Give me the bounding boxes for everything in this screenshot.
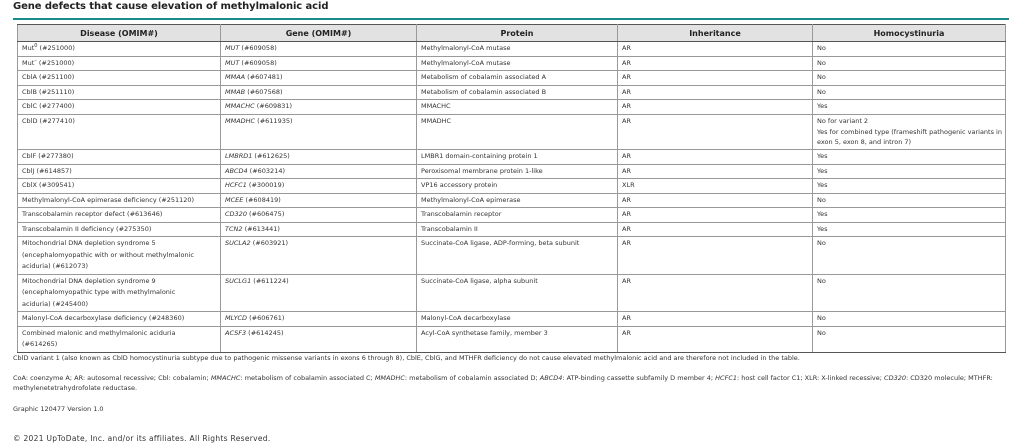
abbrev-text: : metabolism of cobalamin associated D; xyxy=(404,374,540,382)
homocystinuria-value: No xyxy=(817,239,826,247)
gene-cell xyxy=(221,71,417,86)
homocystinuria-value: Yes for combined type (frameshift pathogenic variants in exon 5, exon 8, and intron 7) xyxy=(817,128,1002,146)
gene-cell xyxy=(221,56,417,71)
inheritance-cell xyxy=(618,237,813,275)
homocystinuria-cell xyxy=(813,150,1006,165)
gene-cell xyxy=(221,208,417,223)
protein-cell xyxy=(417,71,618,86)
inheritance-value: AR xyxy=(622,44,631,52)
table-row xyxy=(18,312,1006,327)
gene-omim: (#300019) xyxy=(246,181,285,189)
inheritance-cell xyxy=(618,150,813,165)
header-gene: Gene (OMIM#) xyxy=(221,25,417,42)
inheritance-cell xyxy=(618,71,813,86)
inheritance-cell xyxy=(618,274,813,312)
gene-cell xyxy=(221,100,417,115)
homocystinuria-value: No xyxy=(817,276,826,285)
homocystinuria-value: Yes xyxy=(817,210,828,218)
gene-omim: (#609831) xyxy=(254,102,293,110)
table-row xyxy=(18,100,1006,115)
disease-cell xyxy=(18,85,221,100)
inheritance-cell xyxy=(618,56,813,71)
inheritance-value: AR xyxy=(622,276,631,285)
inheritance-value: AR xyxy=(622,166,631,175)
disease-name: Mut xyxy=(22,58,35,67)
gene-cell xyxy=(221,42,417,57)
gene-symbol: MMADHC xyxy=(225,116,256,125)
gene-omim: (#606761) xyxy=(247,314,285,322)
gene-cell xyxy=(221,150,417,165)
protein-name: MMACHC xyxy=(421,102,451,110)
gene-symbol: HCFC1 xyxy=(225,181,247,189)
protein-name: Succinate-CoA ligase, ADP-forming, beta subunit xyxy=(421,239,580,247)
gene-omim: (#607568) xyxy=(245,87,283,96)
disease-omim: (#251000) xyxy=(37,44,75,52)
disease-omim: (#251000) xyxy=(36,58,75,67)
gene-symbol: MMAA xyxy=(225,73,246,81)
homocystinuria-cell xyxy=(813,114,1006,150)
disease-text: aciduria) (#245400) xyxy=(22,299,89,308)
homocystinuria-cell xyxy=(813,56,1006,71)
copyright: © 2021 UpToDate, Inc. and/or its affiliates. All Rights Reserved. xyxy=(13,434,271,443)
inheritance-value: AR xyxy=(622,73,631,81)
table-row xyxy=(18,326,1006,352)
protein-name: Transcobalamin receptor xyxy=(421,210,502,218)
protein-cell xyxy=(417,222,618,237)
protein-name: MMADHC xyxy=(421,116,452,125)
protein-name: Malonyl-CoA decarboxylase xyxy=(421,314,511,322)
table-row xyxy=(18,71,1006,86)
protein-name: Transcobalamin II xyxy=(421,224,478,233)
inheritance-value: AR xyxy=(622,87,631,96)
homocystinuria-value: No xyxy=(817,44,826,52)
disease-cell xyxy=(18,71,221,86)
gene-cell xyxy=(221,274,417,312)
gene-omim: (#603214) xyxy=(247,166,285,175)
gene-symbol: MUT xyxy=(225,44,240,52)
homocystinuria-cell xyxy=(813,312,1006,327)
disease-cell xyxy=(18,222,221,237)
protein-name: LMBR1 domain-containing protein 1 xyxy=(421,152,538,160)
protein-cell xyxy=(417,193,618,208)
abbrev-text: : host cell factor C1; XLR: X-linked recessive; xyxy=(737,374,885,382)
gene-symbol: MMAB xyxy=(225,87,246,96)
gene-cell xyxy=(221,222,417,237)
gene-symbol: MMACHC xyxy=(225,102,255,110)
protein-cell xyxy=(417,114,618,150)
protein-cell xyxy=(417,179,618,194)
inheritance-value: AR xyxy=(622,195,631,204)
disease-text: Mitochondrial DNA depletion syndrome 9 xyxy=(22,276,156,285)
gene-cell xyxy=(221,85,417,100)
inheritance-cell xyxy=(618,179,813,194)
disease-cell xyxy=(18,208,221,223)
homocystinuria-value: Yes xyxy=(817,181,828,189)
protein-name: Acyl-CoA synthetase family, member 3 xyxy=(421,328,548,337)
disease-cell xyxy=(18,179,221,194)
gene-cell xyxy=(221,326,417,352)
disease-cell xyxy=(18,193,221,208)
table-row xyxy=(18,237,1006,275)
table-row xyxy=(18,85,1006,100)
homocystinuria-cell xyxy=(813,179,1006,194)
disease-superscript: – xyxy=(34,57,37,64)
table-row xyxy=(18,56,1006,71)
inheritance-cell xyxy=(618,222,813,237)
protein-name: Succinate-CoA ligase, alpha subunit xyxy=(421,276,538,285)
gene-symbol: LMBRD1 xyxy=(225,152,253,160)
homocystinuria-value: No for variant 2 xyxy=(817,116,869,125)
protein-name: Methylmalonyl-CoA epimerase xyxy=(421,195,521,204)
protein-cell xyxy=(417,100,618,115)
gene-omim: (#608419) xyxy=(243,195,281,204)
inheritance-value: AR xyxy=(622,152,631,160)
protein-cell xyxy=(417,85,618,100)
gene-defects-table xyxy=(17,24,1006,353)
disease-text: Combined malonic and methylmalonic aciduria xyxy=(22,328,176,337)
gene-omim: (#609058) xyxy=(239,44,277,52)
table-row xyxy=(18,193,1006,208)
homocystinuria-cell xyxy=(813,164,1006,179)
gene-cell xyxy=(221,193,417,208)
table-row xyxy=(18,114,1006,150)
homocystinuria-cell xyxy=(813,85,1006,100)
disease-cell xyxy=(18,56,221,71)
abbrev-gene: MMADHC xyxy=(374,374,405,382)
disease-text: CblX (#309541) xyxy=(22,181,75,189)
homocystinuria-cell xyxy=(813,274,1006,312)
homocystinuria-cell xyxy=(813,193,1006,208)
homocystinuria-cell xyxy=(813,71,1006,86)
protein-cell xyxy=(417,56,618,71)
protein-cell xyxy=(417,164,618,179)
gene-symbol: SUCLA2 xyxy=(225,239,251,247)
footnote: CblD variant 1 (also known as CblD homocystinuria subtype due to pathogenic missense variants in exons 6 through 8), CblE, CblG, and MTHFR deficiency do not cause elevated methylmalonic acid and are therefore not included in the table. xyxy=(13,354,800,362)
homocystinuria-value: Yes xyxy=(817,102,828,110)
header-protein: Protein xyxy=(417,25,618,42)
gene-omim: (#606475) xyxy=(246,210,285,218)
disease-text: (encephalomyopathic type with methylmalonic xyxy=(22,288,176,296)
protein-name: Metabolism of cobalamin associated A xyxy=(421,73,547,81)
inheritance-cell xyxy=(618,114,813,150)
disease-text: Transcobalamin II deficiency (#275350) xyxy=(22,224,152,233)
inheritance-cell xyxy=(618,164,813,179)
homocystinuria-cell xyxy=(813,222,1006,237)
homocystinuria-value: No xyxy=(817,328,826,337)
disease-cell xyxy=(18,114,221,150)
protein-name: VP16 accessory protein xyxy=(421,181,498,189)
protein-cell xyxy=(417,42,618,57)
abbreviations xyxy=(13,373,1013,393)
homocystinuria-cell xyxy=(813,42,1006,57)
graphic-label: Graphic 120477 Version 1.0 xyxy=(13,405,104,413)
title-divider xyxy=(13,18,1009,20)
protein-cell xyxy=(417,274,618,312)
table-row xyxy=(18,164,1006,179)
disease-text: CblD (#277410) xyxy=(22,116,75,125)
gene-cell xyxy=(221,312,417,327)
homocystinuria-value: No xyxy=(817,87,826,96)
gene-symbol: MUT xyxy=(225,58,240,67)
homocystinuria-value: Yes xyxy=(817,152,828,160)
inheritance-value: AR xyxy=(622,58,631,67)
homocystinuria-cell xyxy=(813,326,1006,352)
gene-symbol: ACSF3 xyxy=(225,328,247,337)
gene-cell xyxy=(221,164,417,179)
table-row xyxy=(18,42,1006,57)
protein-cell xyxy=(417,312,618,327)
protein-name: Methylmalonyl-CoA mutase xyxy=(421,58,511,67)
inheritance-cell xyxy=(618,193,813,208)
homocystinuria-value: No xyxy=(817,73,826,81)
disease-text: Transcobalamin receptor defect (#613646) xyxy=(22,210,163,218)
homocystinuria-value: Yes xyxy=(817,224,828,233)
abbrev-text: : CD320 molecule; MTHFR: methylenetetrahydrofolate reductase. xyxy=(13,374,993,392)
table-title: Gene defects that cause elevation of methylmalonic acid xyxy=(13,1,329,12)
inheritance-value: AR xyxy=(622,239,631,247)
table-row xyxy=(18,208,1006,223)
protein-cell xyxy=(417,326,618,352)
gene-omim: (#609058) xyxy=(239,58,277,67)
gene-omim: (#603921) xyxy=(250,239,289,247)
disease-text: aciduria) (#612073) xyxy=(22,262,89,270)
protein-name: Peroxisomal membrane protein 1-like xyxy=(421,166,543,175)
protein-cell xyxy=(417,237,618,275)
gene-symbol: ABCD4 xyxy=(225,166,248,175)
gene-cell xyxy=(221,179,417,194)
disease-cell xyxy=(18,150,221,165)
disease-cell xyxy=(18,100,221,115)
abbrev-gene: HCFC1 xyxy=(715,374,738,382)
abbrev-gene: ABCD4 xyxy=(539,374,563,382)
disease-cell xyxy=(18,237,221,275)
homocystinuria-value: No xyxy=(817,314,826,322)
inheritance-cell xyxy=(618,85,813,100)
disease-text: (#614265) xyxy=(22,340,58,348)
inheritance-value: AR xyxy=(622,328,631,337)
disease-text: (encephalomyopathic with or without methylmalonic xyxy=(22,250,194,259)
gene-symbol: MLYCD xyxy=(225,314,248,322)
gene-omim: (#613441) xyxy=(242,224,280,233)
header-homocystinuria: Homocystinuria xyxy=(813,25,1006,42)
inheritance-value: XLR xyxy=(622,181,635,189)
gene-symbol: CD320 xyxy=(225,210,247,218)
header-row xyxy=(18,25,1006,42)
gene-cell xyxy=(221,237,417,275)
gene-symbol: SUCLG1 xyxy=(225,276,252,285)
abbrev-text: : ATP-binding cassette subfamily D member 4; xyxy=(562,374,716,382)
disease-cell xyxy=(18,326,221,352)
gene-omim: (#614245) xyxy=(246,328,284,337)
table-row xyxy=(18,179,1006,194)
abbrev-text: CoA: coenzyme A; AR: autosomal recessive; Cbl: cobalamin; xyxy=(13,374,211,382)
inheritance-value: AR xyxy=(622,116,631,125)
abbrev-gene: MMACHC xyxy=(210,374,241,382)
disease-name: Mut xyxy=(22,44,35,52)
homocystinuria-cell xyxy=(813,237,1006,275)
protein-name: Metabolism of cobalamin associated B xyxy=(421,87,547,96)
homocystinuria-cell xyxy=(813,100,1006,115)
gene-symbol: TCN2 xyxy=(225,224,243,233)
homocystinuria-cell xyxy=(813,208,1006,223)
disease-cell xyxy=(18,164,221,179)
disease-cell xyxy=(18,42,221,57)
gene-omim: (#612625) xyxy=(252,152,290,160)
disease-text: CblB (#251110) xyxy=(22,87,75,96)
inheritance-value: AR xyxy=(622,224,631,233)
table-row xyxy=(18,150,1006,165)
disease-text: CblJ (#614857) xyxy=(22,166,72,175)
homocystinuria-value: Yes xyxy=(817,166,828,175)
disease-superscript: 0 xyxy=(34,42,38,49)
abbrev-gene: CD320 xyxy=(884,374,906,382)
disease-text: Mitochondrial DNA depletion syndrome 5 xyxy=(22,239,156,247)
inheritance-value: AR xyxy=(622,102,631,110)
table-row xyxy=(18,274,1006,312)
inheritance-cell xyxy=(618,208,813,223)
inheritance-cell xyxy=(618,100,813,115)
inheritance-value: AR xyxy=(622,314,631,322)
table-row xyxy=(18,222,1006,237)
gene-symbol: MCEE xyxy=(225,195,244,204)
homocystinuria-value: No xyxy=(817,195,826,204)
gene-omim: (#607481) xyxy=(245,73,283,81)
disease-text: Methylmalonyl-CoA epimerase deficiency (#251120) xyxy=(22,195,195,204)
disease-cell xyxy=(18,274,221,312)
disease-text: Malonyl-CoA decarboxylase deficiency (#248360) xyxy=(22,314,185,322)
inheritance-cell xyxy=(618,42,813,57)
gene-omim: (#611224) xyxy=(251,276,289,285)
disease-cell xyxy=(18,312,221,327)
header-disease: Disease (OMIM#) xyxy=(18,25,221,42)
protein-cell xyxy=(417,150,618,165)
inheritance-cell xyxy=(618,312,813,327)
gene-omim: (#611935) xyxy=(255,116,293,125)
abbrev-text: : metabolism of cobalamin associated C; xyxy=(240,374,375,382)
header-inheritance: Inheritance xyxy=(618,25,813,42)
inheritance-cell xyxy=(618,326,813,352)
disease-text: CblC (#277400) xyxy=(22,102,75,110)
gene-cell xyxy=(221,114,417,150)
protein-name: Methylmalonyl-CoA mutase xyxy=(421,44,511,52)
protein-cell xyxy=(417,208,618,223)
homocystinuria-value: No xyxy=(817,58,826,67)
disease-text: CblF (#277380) xyxy=(22,152,74,160)
inheritance-value: AR xyxy=(622,210,631,218)
disease-text: CblA (#251100) xyxy=(22,73,75,81)
